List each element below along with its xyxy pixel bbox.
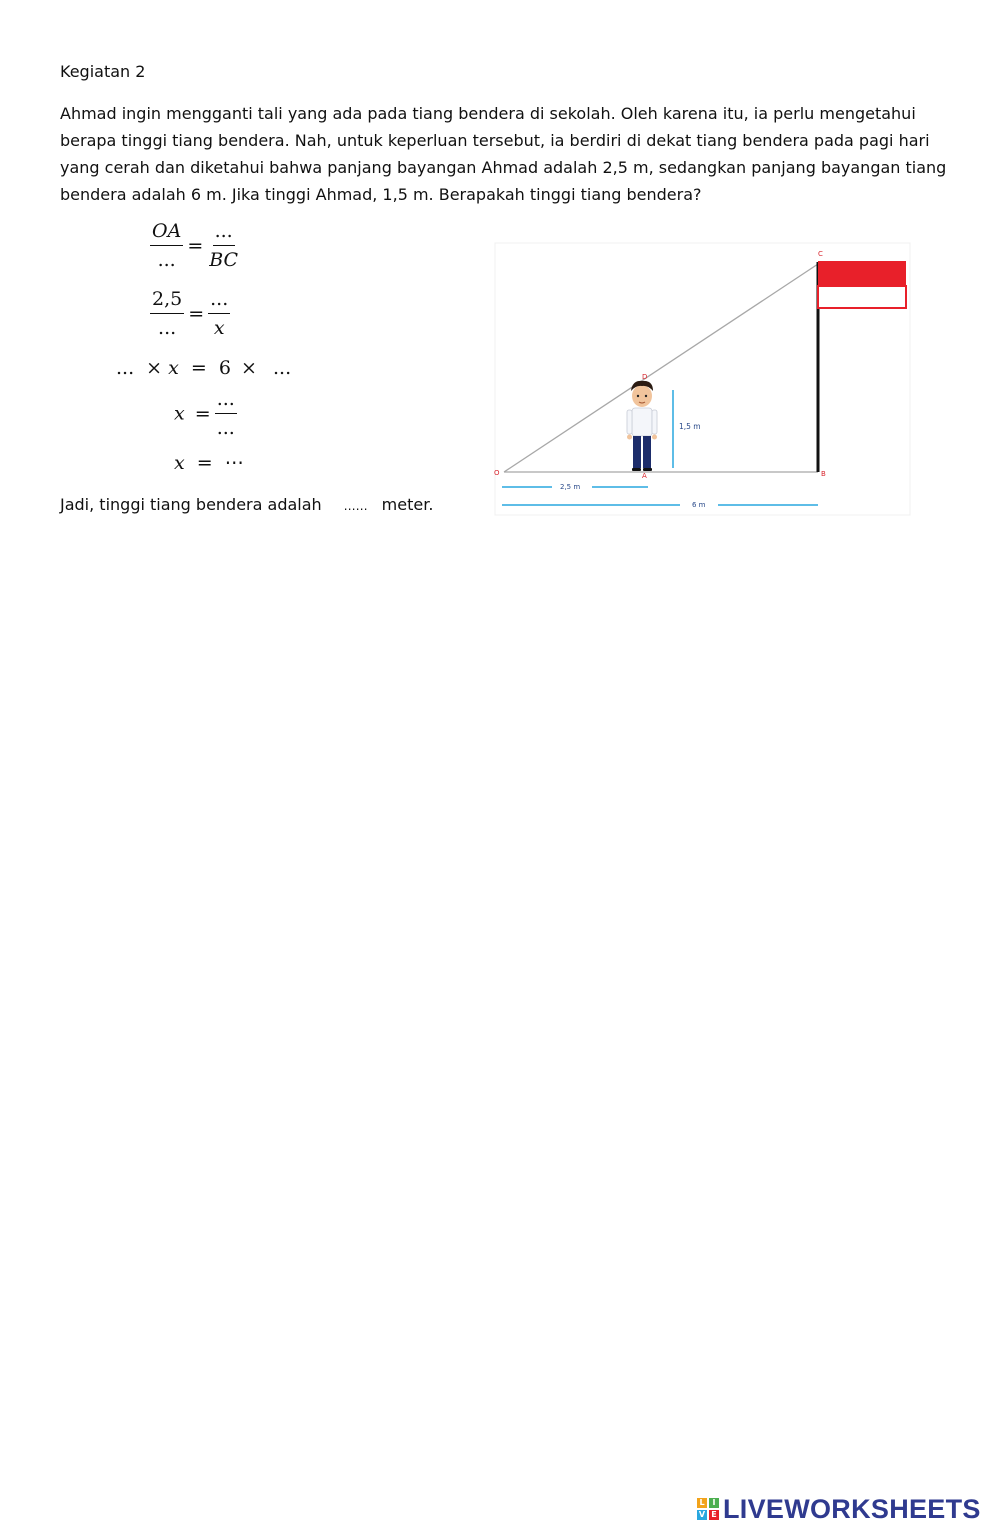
logo-mark-icon: L I V E [697,1498,719,1520]
equals-sign: = [194,402,211,425]
denominator: BC [209,249,239,271]
fraction-left [150,288,184,339]
denominator-blank[interactable]: ... [157,249,176,271]
variable-x: x [174,402,185,425]
short-shadow-label: 2,5 m [560,483,581,491]
equation-step-1 [150,220,240,271]
height-label: 1,5 m [679,422,701,431]
point-c-label: C [818,250,823,258]
numerator-blank[interactable]: ... [208,288,230,314]
equation-step-2 [150,288,230,339]
flagpole-diagram [490,240,915,520]
numerator: OA [150,220,183,246]
numerator-blank[interactable]: ... [213,220,235,246]
long-shadow-label: 6 m [692,501,706,509]
activity-title: Kegiatan 2 [60,62,146,81]
blank-b[interactable]: ... [272,357,292,379]
equals-sign: = [187,234,204,257]
answer-blank[interactable]: …… [343,499,368,513]
logo-text: LIVEWORKSHEETS [723,1493,981,1524]
denominator-blank[interactable]: ... [216,417,235,439]
variable-x: x [174,452,185,474]
fraction [215,388,237,439]
point-d-label: D [642,373,648,381]
conclusion-prefix: Jadi, tinggi tiang bendera adalah [60,495,322,514]
blank-a[interactable]: ... [116,357,135,379]
fraction-right [207,220,240,271]
equals-sign: = [190,357,207,379]
number-six: 6 [218,357,231,379]
equation-step-3 [116,357,291,379]
equation-step-4 [174,388,237,439]
equals-sign: = [188,302,205,325]
answer-blank[interactable]: ⋯ [224,452,244,474]
point-o-label: O [494,469,500,477]
equation-step-5 [174,452,244,474]
fraction-right [208,288,230,339]
liveworksheets-logo [697,1494,981,1524]
conclusion-suffix: meter. [381,495,434,514]
point-a-label: A [642,472,647,480]
denominator: x [213,317,225,339]
numerator: 2,5 [150,288,184,314]
fraction-left [150,220,183,271]
equals-sign: = [196,452,213,474]
problem-text: Ahmad ingin mengganti tali yang ada pada tiang bendera di sekolah. Oleh karena itu, ia perlu mengetahui berapa tinggi tiang bendera. Nah, untuk keperluan tersebut, ia berdiri di dekat tiang bendera pada pagi hari yang cerah dan diketahui bahwa panjang bayangan Ahmad adalah 2,5 m, sedangkan panjang bayangan tiang bendera adalah 6 m. Jika tinggi Ahmad, 1,5 m. Berapakah tinggi tiang bendera? [60,104,947,204]
times-sign: × [146,357,163,379]
point-b-label: B [821,470,826,478]
variable-x: x [168,357,179,379]
numerator-blank[interactable]: ... [215,388,237,414]
times-sign: × [241,357,257,379]
denominator-blank[interactable]: ... [158,317,177,339]
conclusion-line [60,495,433,514]
flag-icon [818,261,906,308]
